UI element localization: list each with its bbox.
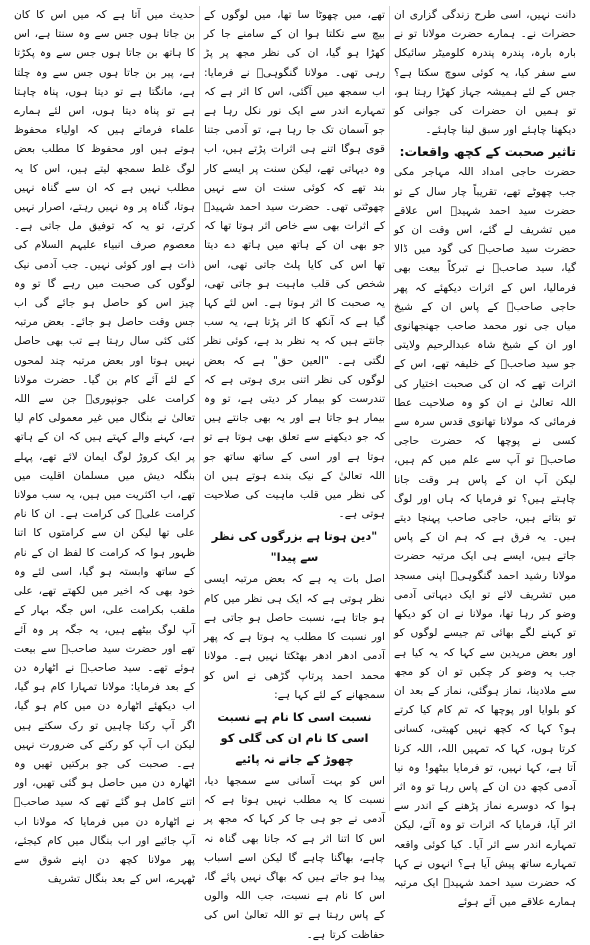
paragraph: اصل بات یہ ہے کہ بعض مرتبہ ایسی نظر ہوتی ہے کہ ایک ہی نظر میں کام ہو جاتا ہے، نسبت حاصل ہو جاتی ہے اور نسبت کا مطلب یہ ہوتا ہے کہ پھر آدمی ادھر ادھر بھٹکتا نہیں ہے۔ مولانا محمد احمد پرتاپ گڑھی نے اس کو سمجھانے کے لئے کہا ہے: (204, 573, 385, 701)
paragraph: دانت نہیں، اسی طرح زندگی گزاری ان حضرات نے۔ ہمارے حضرت مولانا تو نے بارہ بارہ، پندرہ پندرہ کلومیٹر سائیکل سے سفر کیا، یہ کوئی سوچ سکتا ہے؟ جس کے لئے ہمیشہ جہاز کھڑا رہتا ہو، تو ہمیں ان حضرات کی جوانی کو دیکھنا چاہئے اور سبق لینا چاہئے۔ (394, 9, 576, 137)
text-columns (8, 6, 580, 941)
paragraph: اس کو بہت آسانی سے سمجھا دیا، نسبت کا یہ مطلب نہیں ہوتا ہے کہ آدمی نے جو ہی جا کر کہا کہ مجھ پر اس کا اتنا اثر ہے کہ جانا بھی گناہ نہ چاہے، بھاگنا چاہے گا لیکن اسے اسباب پیدا ہو جاتے ہیں کہ بھاگ نہیں پائے گا، اس کا نام ہے نسبت، جب اللہ والوں کے پاس رہتا ہے تو اللہ تعالیٰ اس کی حفاظت کرتا ہے۔ (204, 774, 385, 941)
paragraph: حضرت حاجی امداد اللہ مہاجر مکی جب چھوٹے تھے، تقریباً چار سال کے تو حضرت سید احمد شہیدؒ اس علاقے میں تشریف لے گئے، اس وقت ان کو حضرت سید صاحبؒ کی گود میں ڈالا گیا، سید صاحبؒ نے تبرکاً بیعت بھی فرمالیا، اس کے اثرات دیکھئے کہ پھر حاجی صاحبؒ کے پاس ان کے شیخ میاں جی نور محمد صاحب جھنجھانوی اور ان کے شیخ شاہ عبدالرحیم ولایتی جو سید صاحبؒ کے خلیفہ تھے، اس کے اثرات تھے کہ ان کی صحبت اختیار کی اللہ تعالیٰ نے ان کو وہ صلاحیت عطا فرمائی کہ مولانا تھانوی قدس سرہ سے کسی نے پوچھا کہ حضرت حاجی صاحبؒ تو آپ سے علم میں کم ہیں، لیکن آپ ان کے پاس ہر وقت جانا چاہتے ہیں؟ تو فرمایا کہ ہاں اور لوگ تو بتاتے ہیں، حاجی صاحب پہنچا دیتے ہیں۔ یہ فرق ہے کہ ہم ان کے پاس جاتے ہیں، ایسے ہی ایک مرتبہ حضرت مولانا رشید احمد گنگوہیؒ اپنی مسجد میں تشریف لائے تو ایک دیہاتی آدمی وضو کر رہا تھا، مولانا نے ان کو دیکھا تو کہنے لگے بھائی تم جیسے لوگوں کو اور بعض مریدین سے کہا کہ یہ کیا ہے جب یہ وضو کر چکیں تو ان کو مجھ سے ملادینا، نماز ہوگئی، نماز کے بعد ان کو بلوایا اور پوچھا کہ تم کام کیا کرتے ہو؟ کہا کہ کچھ نہیں کھیتی، کسانی کرتا ہوں، کہا کہ تمہیں اللہ، اللہ کرنا آتا ہے، کہا نہیں، تو فرمایا بیٹھو! وہ نیا آدمی کچھ دن ان کے پاس رہا تو وہ اثر ہوا کہ دوسرے نماز پڑھنے کے اندر سے اثر آیا، فرمایا کہ اثرات تو وہ آئے، لیکن تمہارے اندر سے اثر آیا۔ کیا کوئی واقعہ تمہارے ساتھ پیش آیا ہے؟ انہوں نے کہا کہ حضرت سید احمد شہیدؒ ایک مرتبہ ہمارے علاقے میں آئے ہوئے (394, 166, 576, 909)
column-middle (200, 6, 390, 941)
verse-line: نسبت اسی کا نام ہے نسبت اسی کا نام ان کی گلی کو چھوڑ کے جانے نہ پائیے (217, 709, 372, 766)
column-left (10, 6, 200, 886)
section-heading: تاثیر صحبت کے کچھ واقعات: (399, 144, 576, 160)
column-right (390, 6, 580, 909)
verse-line: "دین ہوتا ہے بزرگوں کی نظر سے پیدا" (211, 529, 378, 565)
paragraph: حدیث میں آتا ہے کہ میں اس کا کان بن جاتا ہوں جس سے وہ سنتا ہے، اس کا ہاتھ بن جاتا ہوں جس سے وہ پکڑتا ہے، پیر بن جاتا ہوں جس سے وہ چلتا ہے، مانگتا ہے تو دیتا ہوں، پناہ چاہتا ہے تو پناہ دیتا ہوں، اس لئے ہمارے علماء فرماتے ہیں کہ اولیاء محفوظ ہوتے ہیں اور محفوظ کا مطلب بعض لوگ غلط سمجھ لیتے ہیں، اس کا یہ مطلب نہیں ہے کہ ان سے گناہ نہیں ہوتا، گناہ پر وہ نہیں رہتے، اصرار نہیں کرتے، تو یہ کہ توفیق مل جاتی ہے۔ معصوم صرف انبیاء علیہم السلام کی ذات ہے اور کوئی نہیں۔ جب آدمی نیک لوگوں کی صحبت میں رہے گا تو وہ چیز اس کو حاصل ہو جائے گی اب جس وقت حاصل ہو جائے۔ بعض مرتبہ کئی کئی سال رہتا ہے تب بھی حاصل نہیں ہوتا اور بعض مرتبہ چند لمحوں کے لئے آئے کام بن گیا۔ حضرت مولانا کرامت علی جونپوریؒ جن سے اللہ تعالیٰ نے بنگال میں غیر معمولی کام لیا ہے، کہنے والے کہتے ہیں کہ ان کے ہاتھ پر ایک کروڑ لوگ ایمان لائے تھے، پہلے بنگلہ دیش میں مسلمان اقلیت میں تھے، اب اکثریت میں ہیں، یہ سب مولانا کرامت علیؒ کی کرامت ہے۔ ان کا نام علی تھا لیکن ان سے کرامتوں کا اتنا ظہور ہوا کہ کرامت کا لفظ ان کے نام کے ساتھ وابستہ ہو گیا، اسی لئے وہ خود بھی کہ اخیر میں لکھتے تھے، علی ملقب بکرامت علی، اس جگہ بہار کے آپ لوگ بیٹھے ہیں، یہ جگہ پر وہ آئے تھے اور حضرت سید صاحبؒ سے بیعت ہوئے تھے۔ سید صاحبؒ نے اٹھارہ دن کے بعد فرمایا: مولانا تمہارا کام ہو گیا، اب دیکھئے اٹھارہ دن میں کام ہو گیا، اگر آپ رکنا چاہیں تو رک سکتے ہیں لیکن اب آپ کو رکنے کی ضرورت نہیں ہے۔ صحبت کی جو برکتیں تھیں وہ اٹھارہ دن میں حاصل ہو گئی تھیں، اور اتنے کامل ہو گئے تھے کہ سید صاحبؒ نے اٹھارہ دن میں فرمایا کہ مولانا اب آپ جائیے اور اب بنگال میں کام کیجئے، پھر مولانا کچھ دن اپنے شوق سے ٹھہرے، اس کے بعد بنگال تشریف (14, 9, 195, 886)
paragraph: تھے، میں چھوٹا سا تھا، میں لوگوں کے بیچ سے نکلتا ہوا ان کے سامنے جا کر کھڑا ہو گیا، ان کی نظر مجھ پر پڑ رہی تھی۔ مولانا گنگوہیؒ نے فرمایا: اب سمجھ میں آگئی، اس کا اثر ہے کہ تمہارے اندر سے ایک نور نکل رہا ہے جو آسمان تک جا رہا ہے، تو آدمی جتنا قوی ہوگا اتنے ہی اثرات پڑتے ہیں، اب وہ دیہاتی تھے، لیکن سنت پر ایسے کار بند تھے کہ کوئی سنت ان سے نہیں چھوٹتی تھی۔ حضرت سید احمد شہیدؒ کے اثرات بھی سے خاص اثر ہوتا تھا کہ جو بھی ان کے ہاتھ میں ہاتھ دے دیتا تھا اس کی کایا پلٹ جاتی تھی، اس شخص کی قلب ماہیت ہو جاتی تھی، یہ صحبت کا اثر ہوتا ہے۔ اس لئے کہا گیا ہے کہ آنکھ کا اثر پڑتا ہے، یہ سب جانتے ہیں کہ یہ نظر بد ہے، کوئی نظر لگتی ہے۔ "العین حق" ہے کہ بعض لوگوں کی نظر اتنی بری ہوتی ہے کہ تندرست کو بیمار کر دیتی ہے، تو وہ بیمار ہو جاتا ہے اور یہ بھی جانتے ہیں کہ جو دیکھنے سے تعلق بھی ہوتا ہے تو ہوتا ہے اور اسی کے ساتھ ساتھ جو اللہ تعالیٰ کے نیک بندے ہوتے ہیں ان کی نظر میں قلب ماہیت کی صلاحیت ہوتی ہے۔ (204, 9, 385, 521)
